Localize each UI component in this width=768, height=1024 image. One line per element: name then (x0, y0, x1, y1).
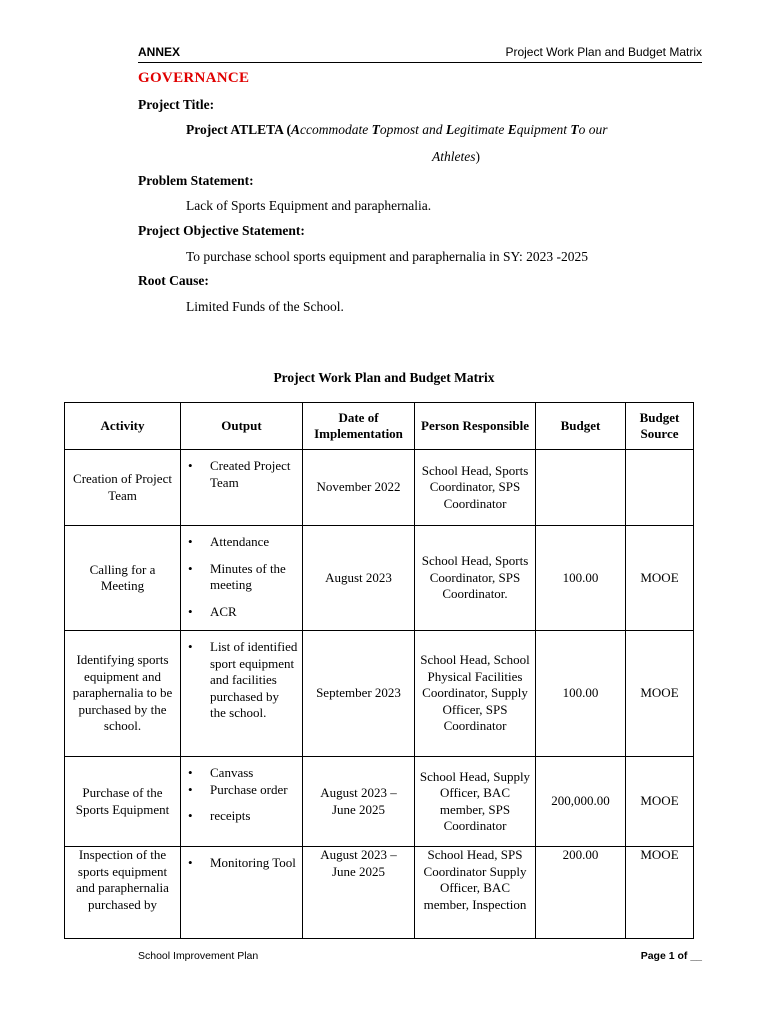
col-budget-source: Budget Source (626, 403, 694, 450)
acronym-rest: ccommodate (300, 122, 372, 137)
activity-cell: Identifying sports equipment and paraphernalia to be purchased by the school. (65, 631, 181, 757)
table-row (65, 847, 694, 939)
output-item: • Monitoring Tool (185, 855, 298, 872)
table-row (65, 631, 694, 757)
problem-label: Problem Statement: (138, 173, 254, 188)
output-item: • receipts (185, 808, 298, 825)
date-cell: November 2022 (303, 450, 415, 526)
output-item: • Canvass (185, 765, 298, 782)
project-title-line1 (186, 122, 608, 138)
table-header-row (65, 403, 694, 450)
footer-page: Page 1 of __ (640, 950, 702, 962)
project-title-label: Project Title: (138, 97, 215, 112)
matrix-title: Project Work Plan and Budget Matrix (273, 370, 495, 385)
person-cell: School Head, Supply Officer, BAC member, SPS Coordinator (415, 757, 536, 847)
acronym-initial: T (371, 122, 380, 137)
date-cell: August 2023 – June 2025 (303, 847, 415, 939)
output-cell (181, 757, 303, 847)
output-list (185, 639, 298, 722)
activity-cell: Inspection of the sports equipment and paraphernalia purchased by (65, 847, 181, 939)
col-budget: Budget (536, 403, 626, 450)
budget-source-cell (626, 450, 694, 526)
col-activity: Activity (65, 403, 181, 450)
acronym-initial: A (291, 122, 301, 137)
output-cell (181, 526, 303, 631)
project-title-acronym (291, 122, 608, 137)
project-title-line2-text: Athletes (432, 149, 476, 164)
date-cell: August 2023 – June 2025 (303, 757, 415, 847)
budget-source-cell: MOOE (626, 631, 694, 757)
table-row (65, 757, 694, 847)
activity-cell: Creation of Project Team (65, 450, 181, 526)
budget-source-cell: MOOE (626, 757, 694, 847)
objective-text: To purchase school sports equipment and paraphernalia in SY: 2023 -2025 (186, 249, 588, 264)
output-item: • Purchase order (185, 782, 298, 799)
budget-cell: 200.00 (536, 847, 626, 939)
acronym-initial: E (507, 122, 517, 137)
activity-cell: Purchase of the Sports Equipment (65, 757, 181, 847)
col-output: Output (181, 403, 303, 450)
objective-label: Project Objective Statement: (138, 223, 305, 238)
project-title-line2 (432, 149, 480, 165)
table-row (65, 450, 694, 526)
output-item: • Created Project Team (185, 458, 298, 491)
person-cell: School Head, Sports Coordinator, SPS Coordinator. (415, 526, 536, 631)
budget-cell: 200,000.00 (536, 757, 626, 847)
date-cell: September 2023 (303, 631, 415, 757)
budget-cell: 100.00 (536, 631, 626, 757)
output-cell (181, 631, 303, 757)
problem-text: Lack of Sports Equipment and paraphernalia. (186, 198, 432, 213)
date-cell: August 2023 (303, 526, 415, 631)
output-list (185, 765, 298, 825)
footer-left: School Improvement Plan (138, 950, 259, 962)
project-title-close: ) (475, 149, 480, 164)
col-date: Date of Implementation (303, 403, 415, 450)
header-annex: ANNEX (138, 45, 181, 59)
budget-cell: 100.00 (536, 526, 626, 631)
budget-source-cell: MOOE (626, 526, 694, 631)
work-plan-table (64, 402, 694, 939)
acronym-initial: L (445, 122, 455, 137)
output-cell (181, 847, 303, 939)
output-list (185, 534, 298, 620)
root-cause-text: Limited Funds of the School. (186, 299, 344, 314)
person-cell: School Head, Sports Coordinator, SPS Coordinator (415, 450, 536, 526)
table-row (65, 526, 694, 631)
acronym-rest: o our (578, 122, 608, 137)
output-item: • List of identified sport equipment and facilities purchased by the school. (185, 639, 298, 722)
acronym-rest: quipment (516, 122, 571, 137)
acronym-rest: egitimate (454, 122, 508, 137)
acronym-rest: opmost and (379, 122, 446, 137)
root-cause-label: Root Cause: (138, 273, 209, 288)
output-list (185, 458, 298, 491)
budget-source-cell: MOOE (626, 847, 694, 939)
person-cell: School Head, SPS Coordinator Supply Officer, BAC member, Inspection (415, 847, 536, 939)
acronym-initial: T (570, 122, 579, 137)
output-list (185, 855, 298, 872)
output-item: • ACR (185, 604, 298, 621)
output-cell (181, 450, 303, 526)
col-person: Person Responsible (415, 403, 536, 450)
activity-cell: Calling for a Meeting (65, 526, 181, 631)
output-item: • Minutes of the meeting (185, 561, 298, 594)
output-item: • Attendance (185, 534, 298, 551)
section-heading: GOVERNANCE (138, 70, 250, 86)
budget-cell (536, 450, 626, 526)
header-title: Project Work Plan and Budget Matrix (505, 45, 702, 59)
person-cell: School Head, School Physical Facilities Coordinator, Supply Officer, SPS Coordinator (415, 631, 536, 757)
page-header (138, 44, 702, 63)
project-title-prefix: Project ATLETA ( (186, 122, 291, 137)
